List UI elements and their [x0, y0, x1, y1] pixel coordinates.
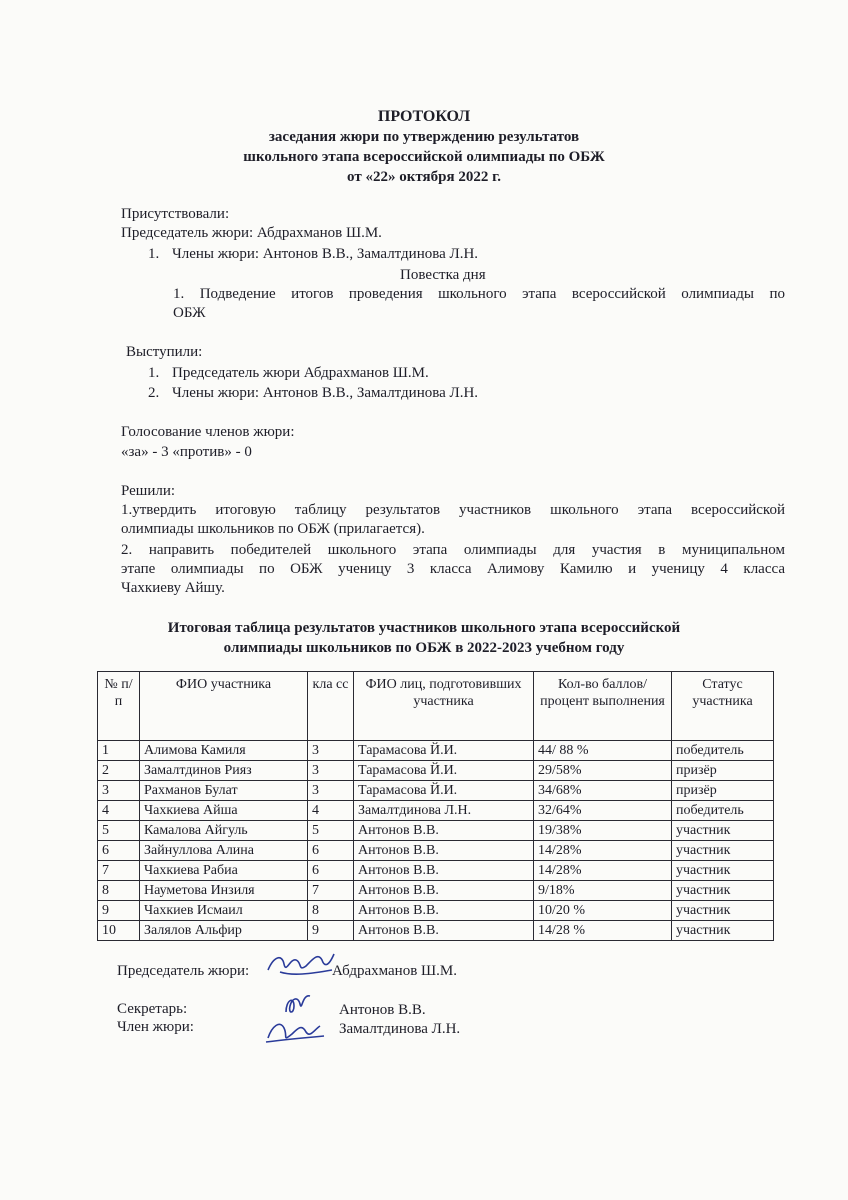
doc-date: от «22» октября 2022 г. [347, 169, 501, 185]
cell-grade: 7 [308, 881, 354, 901]
doc-subtitle-2: школьного этапа всероссийской олимпиады по ОБЖ [243, 149, 605, 165]
speakers-label: Выступили: [126, 344, 203, 360]
cell-name: Зайнуллова Алина [140, 841, 308, 861]
cell-teacher: Тарамасова Й.И. [354, 741, 534, 761]
table-row [98, 921, 774, 941]
secretary-signature-label: Секретарь: [117, 1001, 188, 1017]
table-row [98, 741, 774, 761]
agenda-item-line-2: ОБЖ [173, 305, 206, 321]
cell-score: 34/68% [534, 781, 672, 801]
col-teacher-header: ФИО лиц, подготовивших участника [354, 672, 534, 741]
cell-name: Замалтдинов Рияз [140, 761, 308, 781]
cell-number: 10 [98, 921, 140, 941]
speaker-1-number: 1. [148, 365, 160, 381]
cell-grade: 4 [308, 801, 354, 821]
cell-teacher: Тарамасова Й.И. [354, 781, 534, 801]
present-label: Присутствовали: [121, 206, 230, 222]
col-name-header: ФИО участника [140, 672, 308, 741]
cell-number: 6 [98, 841, 140, 861]
cell-grade: 3 [308, 761, 354, 781]
present-members-number: 1. [148, 246, 160, 262]
cell-score: 14/28% [534, 841, 672, 861]
cell-number: 8 [98, 881, 140, 901]
cell-teacher: Антонов В.В. [354, 841, 534, 861]
vote-label: Голосование членов жюри: [121, 424, 295, 440]
cell-number: 4 [98, 801, 140, 821]
cell-name: Рахманов Булат [140, 781, 308, 801]
member-signature-icon [262, 1016, 328, 1046]
decision-2-line-3: Чахкиеву Айшу. [121, 580, 225, 596]
cell-grade: 8 [308, 901, 354, 921]
col-score-header: Кол-во баллов/процент выполнения [534, 672, 672, 741]
cell-status: победитель [672, 741, 774, 761]
chair-signature-icon [262, 946, 342, 982]
vote-result: «за» - 3 «против» - 0 [121, 444, 252, 460]
results-table [97, 671, 774, 941]
table-row [98, 821, 774, 841]
table-header-row [98, 672, 774, 741]
cell-status: участник [672, 921, 774, 941]
cell-teacher: Антонов В.В. [354, 901, 534, 921]
cell-grade: 6 [308, 861, 354, 881]
col-grade-header: кла сс [308, 672, 354, 741]
cell-status: участник [672, 821, 774, 841]
cell-number: 5 [98, 821, 140, 841]
speaker-2-number: 2. [148, 385, 160, 401]
cell-teacher: Антонов В.В. [354, 881, 534, 901]
table-row [98, 781, 774, 801]
speaker-1: Председатель жюри Абдрахманов Ш.М. [172, 365, 429, 381]
cell-score: 44/ 88 % [534, 741, 672, 761]
col-status-header: Статус участника [672, 672, 774, 741]
cell-status: участник [672, 861, 774, 881]
cell-teacher: Тарамасова Й.И. [354, 761, 534, 781]
doc-title: ПРОТОКОЛ [377, 108, 471, 125]
cell-status: призёр [672, 781, 774, 801]
table-title-line-1: Итоговая таблица результатов участников школьного этапа всероссийской [167, 620, 681, 636]
cell-score: 14/28 % [534, 921, 672, 941]
decision-2-line-2: этапе олимпиады по ОБЖ ученицу 3 класса Алимову Камилю и ученицу 4 класса [121, 561, 785, 577]
chair-signature-label: Председатель жюри: [117, 963, 250, 979]
doc-subtitle-1: заседания жюри по утверждению результатов [268, 129, 580, 145]
agenda-item-line-1: 1. Подведение итогов проведения школьного этапа всероссийской олимпиады по [173, 286, 785, 302]
table-row [98, 901, 774, 921]
member-signature-name: Замалтдинова Л.Н. [339, 1021, 461, 1037]
speaker-2: Члены жюри: Антонов В.В., Замалтдинова Л.Н. [172, 385, 479, 401]
cell-teacher: Антонов В.В. [354, 861, 534, 881]
cell-status: участник [672, 881, 774, 901]
cell-number: 2 [98, 761, 140, 781]
decision-label: Решили: [121, 483, 176, 499]
col-number-header: № п/п [98, 672, 140, 741]
cell-grade: 3 [308, 781, 354, 801]
cell-name: Камалова Айгуль [140, 821, 308, 841]
cell-name: Чахкиева Рабиа [140, 861, 308, 881]
cell-name: Науметова Инзиля [140, 881, 308, 901]
cell-teacher: Антонов В.В. [354, 821, 534, 841]
agenda-heading: Повестка дня [400, 267, 486, 283]
cell-score: 9/18% [534, 881, 672, 901]
cell-number: 1 [98, 741, 140, 761]
decision-1-line-2: олимпиады школьников по ОБЖ (прилагается). [121, 521, 425, 537]
secretary-signature-name: Антонов В.В. [339, 1002, 426, 1018]
cell-score: 10/20 % [534, 901, 672, 921]
table-row [98, 841, 774, 861]
cell-name: Алимова Камиля [140, 741, 308, 761]
cell-name: Чахкиева Айша [140, 801, 308, 821]
cell-grade: 3 [308, 741, 354, 761]
cell-status: участник [672, 901, 774, 921]
table-row [98, 801, 774, 821]
cell-score: 19/38% [534, 821, 672, 841]
cell-name: Залялов Альфир [140, 921, 308, 941]
chair-signature-name: Абдрахманов Ш.М. [332, 963, 457, 979]
cell-grade: 5 [308, 821, 354, 841]
member-signature-label: Член жюри: [117, 1019, 194, 1035]
table-row [98, 881, 774, 901]
cell-number: 7 [98, 861, 140, 881]
cell-grade: 6 [308, 841, 354, 861]
cell-status: призёр [672, 761, 774, 781]
cell-score: 29/58% [534, 761, 672, 781]
decision-2-line-1: 2. направить победителей школьного этапа олимпиады для участия в муниципальном [121, 542, 785, 558]
cell-number: 3 [98, 781, 140, 801]
cell-teacher: Замалтдинова Л.Н. [354, 801, 534, 821]
cell-score: 32/64% [534, 801, 672, 821]
present-members: Члены жюри: Антонов В.В., Замалтдинова Л.Н. [172, 246, 479, 262]
cell-teacher: Антонов В.В. [354, 921, 534, 941]
cell-grade: 9 [308, 921, 354, 941]
present-chair: Председатель жюри: Абдрахманов Ш.М. [121, 225, 382, 241]
cell-score: 14/28% [534, 861, 672, 881]
table-row [98, 861, 774, 881]
cell-status: победитель [672, 801, 774, 821]
cell-name: Чахкиев Исмаил [140, 901, 308, 921]
cell-number: 9 [98, 901, 140, 921]
cell-status: участник [672, 841, 774, 861]
table-row [98, 761, 774, 781]
table-title-line-2: олимпиады школьников по ОБЖ в 2022-2023 учебном году [223, 640, 625, 656]
decision-1-line-1: 1.утвердить итоговую таблицу результатов участников школьного этапа всероссийской [121, 502, 785, 518]
